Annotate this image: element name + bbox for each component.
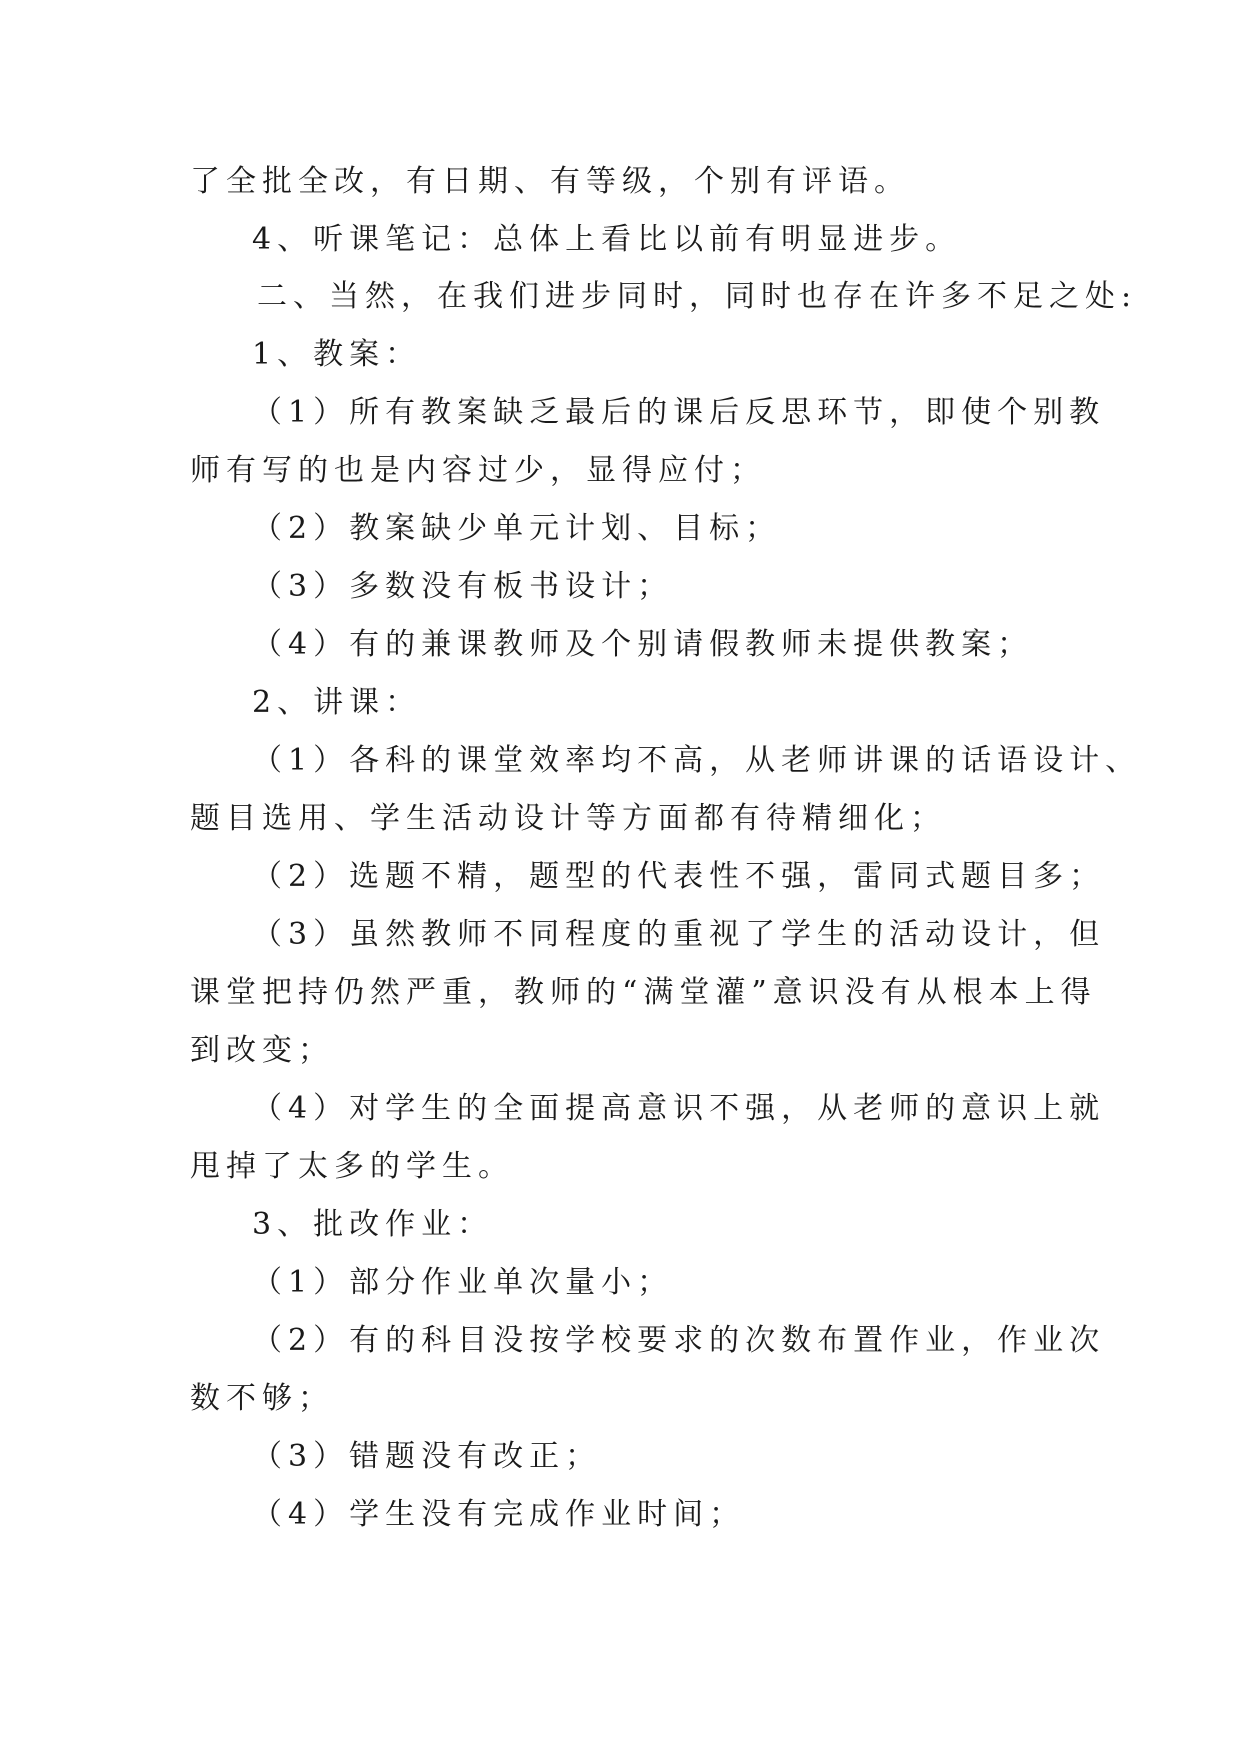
list-item: （3）多数没有板书设计； xyxy=(252,569,674,604)
paragraph-line: 到改变； xyxy=(190,1033,334,1068)
list-item: （2）有的科目没按学校要求的次数布置作业，作业次 xyxy=(252,1323,1106,1358)
subsection-heading: 3、批改作业： xyxy=(252,1207,494,1242)
paragraph-line: 题目选用、学生活动设计等方面都有待精细化； xyxy=(190,801,946,836)
list-item: （1）各科的课堂效率均不高，从老师讲课的话语设计、 xyxy=(252,743,1142,778)
list-item: （4）对学生的全面提高意识不强，从老师的意识上就 xyxy=(252,1091,1106,1126)
paragraph-line: 甩掉了太多的学生。 xyxy=(190,1149,514,1184)
paragraph-line: 4、听课笔记：总体上看比以前有明显进步。 xyxy=(252,222,962,257)
paragraph-line: 数不够； xyxy=(190,1381,334,1416)
subsection-heading: 2、讲课： xyxy=(252,685,422,720)
list-item: （1）所有教案缺乏最后的课后反思环节，即使个别教 xyxy=(252,395,1106,430)
list-item: （1）部分作业单次量小； xyxy=(252,1265,674,1300)
section-heading: 二、当然，在我们进步同时，同时也存在许多不足之处: xyxy=(257,279,1138,314)
paragraph-line: 了全批全改，有日期、有等级，个别有评语。 xyxy=(190,164,910,199)
list-item: （2）教案缺少单元计划、目标； xyxy=(252,511,782,546)
list-item: （4）学生没有完成作业时间； xyxy=(252,1497,746,1532)
paragraph-line: 课堂把持仍然严重，教师的“满堂灌”意识没有从根本上得 xyxy=(190,975,1097,1010)
list-item: （3）错题没有改正； xyxy=(252,1439,602,1474)
list-item: （3）虽然教师不同程度的重视了学生的活动设计，但 xyxy=(252,917,1106,952)
list-item: （2）选题不精，题型的代表性不强，雷同式题目多； xyxy=(252,859,1106,894)
subsection-heading: 1、教案： xyxy=(252,337,422,372)
list-item: （4）有的兼课教师及个别请假教师未提供教案； xyxy=(252,627,1034,662)
paragraph-line: 师有写的也是内容过少，显得应付； xyxy=(190,453,766,488)
